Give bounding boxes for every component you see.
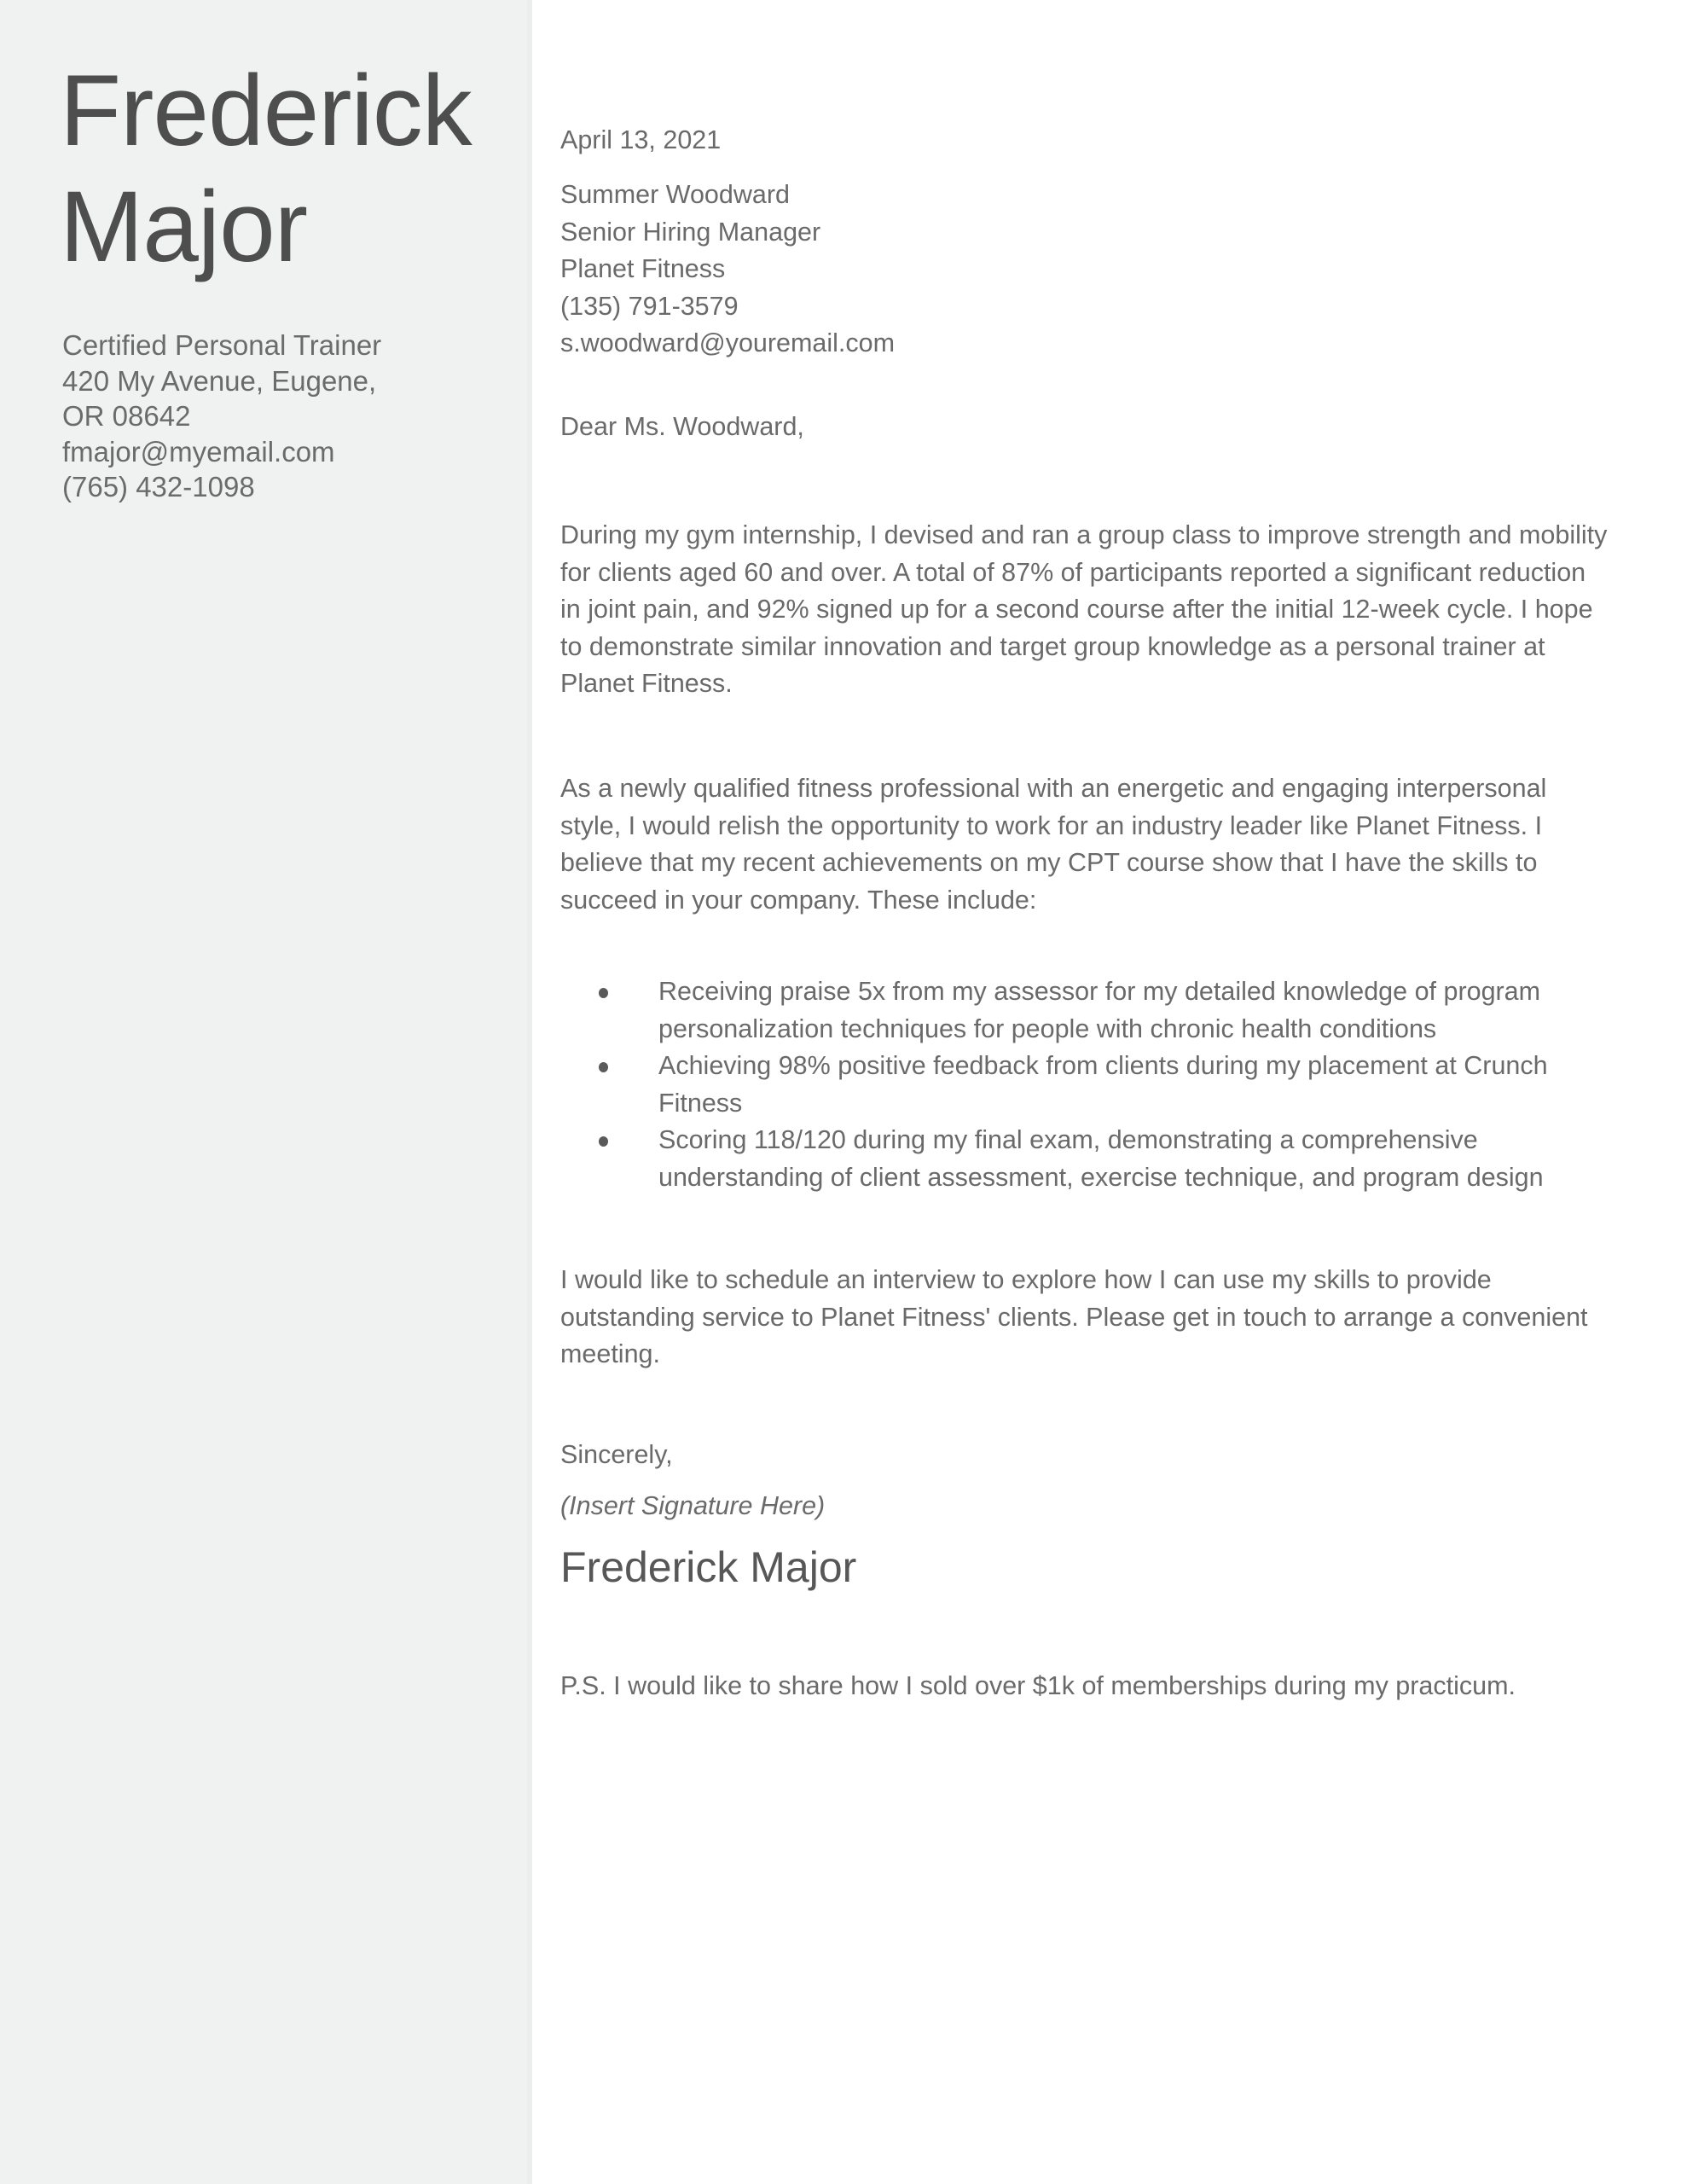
signature-placeholder: (Insert Signature Here) [560,1491,826,1520]
recipient-block [560,177,895,363]
sender-title: Certified Personal Trainer [62,329,382,361]
recipient-company: Planet Fitness [560,254,726,283]
sender-contact-info [62,328,381,505]
list-item-text: Scoring 118/120 during my final exam, demonstrating a comprehensive understanding of client assessment, exercise technique, and program design [658,1125,1544,1192]
recipient-title: Senior Hiring Manager [560,217,821,247]
sender-first-name: Frederick [60,55,472,167]
list-item [560,973,1618,1048]
achievements-list [560,973,1618,1196]
sender-phone: (765) 432-1098 [62,471,255,502]
paragraph-intro: During my gym internship, I devised and ran a group class to improve strength and mobility for clients aged 60 and over. A total of 87% of participants reported a significant reduction in joint pain, and 92% signed up for a second course after the initial 12-week cycle. I hope to demonstrate similar innovation and target group knowledge as a personal trainer at Planet Fitness. [560,520,1608,698]
recipient-email: s.woodward@youremail.com [560,328,896,357]
list-item [560,1048,1618,1122]
sidebar [0,0,527,2184]
closing: Sincerely, [560,1440,673,1469]
sender-address-line1: 420 My Avenue, Eugene, [62,364,377,397]
list-item-text: Receiving praise 5x from my assessor for my detailed knowledge of program personalization techniques for people with chronic health conditions [658,977,1541,1043]
greeting: Dear Ms. Woodward, [560,412,804,441]
recipient-phone: (135) 791-3579 [560,291,739,321]
bullet-icon [599,988,608,998]
sender-email: fmajor@myemail.com [62,435,335,468]
list-item [560,1122,1618,1196]
sender-address-line2: OR 08642 [62,400,191,432]
recipient-name: Summer Woodward [560,180,790,209]
paragraph-call-to-action: I would like to schedule an interview to explore how I can use my skills to provide outstanding service to Planet Fitness' clients. Please get in touch to arrange a convenient meeting. [560,1265,1588,1368]
postscript: P.S. I would like to share how I sold over $1k of memberships during my practicum. [560,1671,1516,1700]
sender-last-name: Major [60,171,308,283]
bullet-icon [599,1136,608,1147]
bullet-icon [599,1062,608,1072]
list-item-text: Achieving 98% positive feedback from clients during my placement at Crunch Fitness [658,1051,1548,1118]
sender-name [60,53,472,285]
paragraph-qualifications: As a newly qualified fitness professional with an energetic and engaging interpersonal style, I would relish the opportunity to work for an industry leader like Planet Fitness. I believe that my recent achievements on my CPT course show that I have the skills to succeed in your company. These include: [560,774,1547,915]
signature-name: Frederick Major [560,1543,857,1591]
letter-date: April 13, 2021 [560,125,722,154]
